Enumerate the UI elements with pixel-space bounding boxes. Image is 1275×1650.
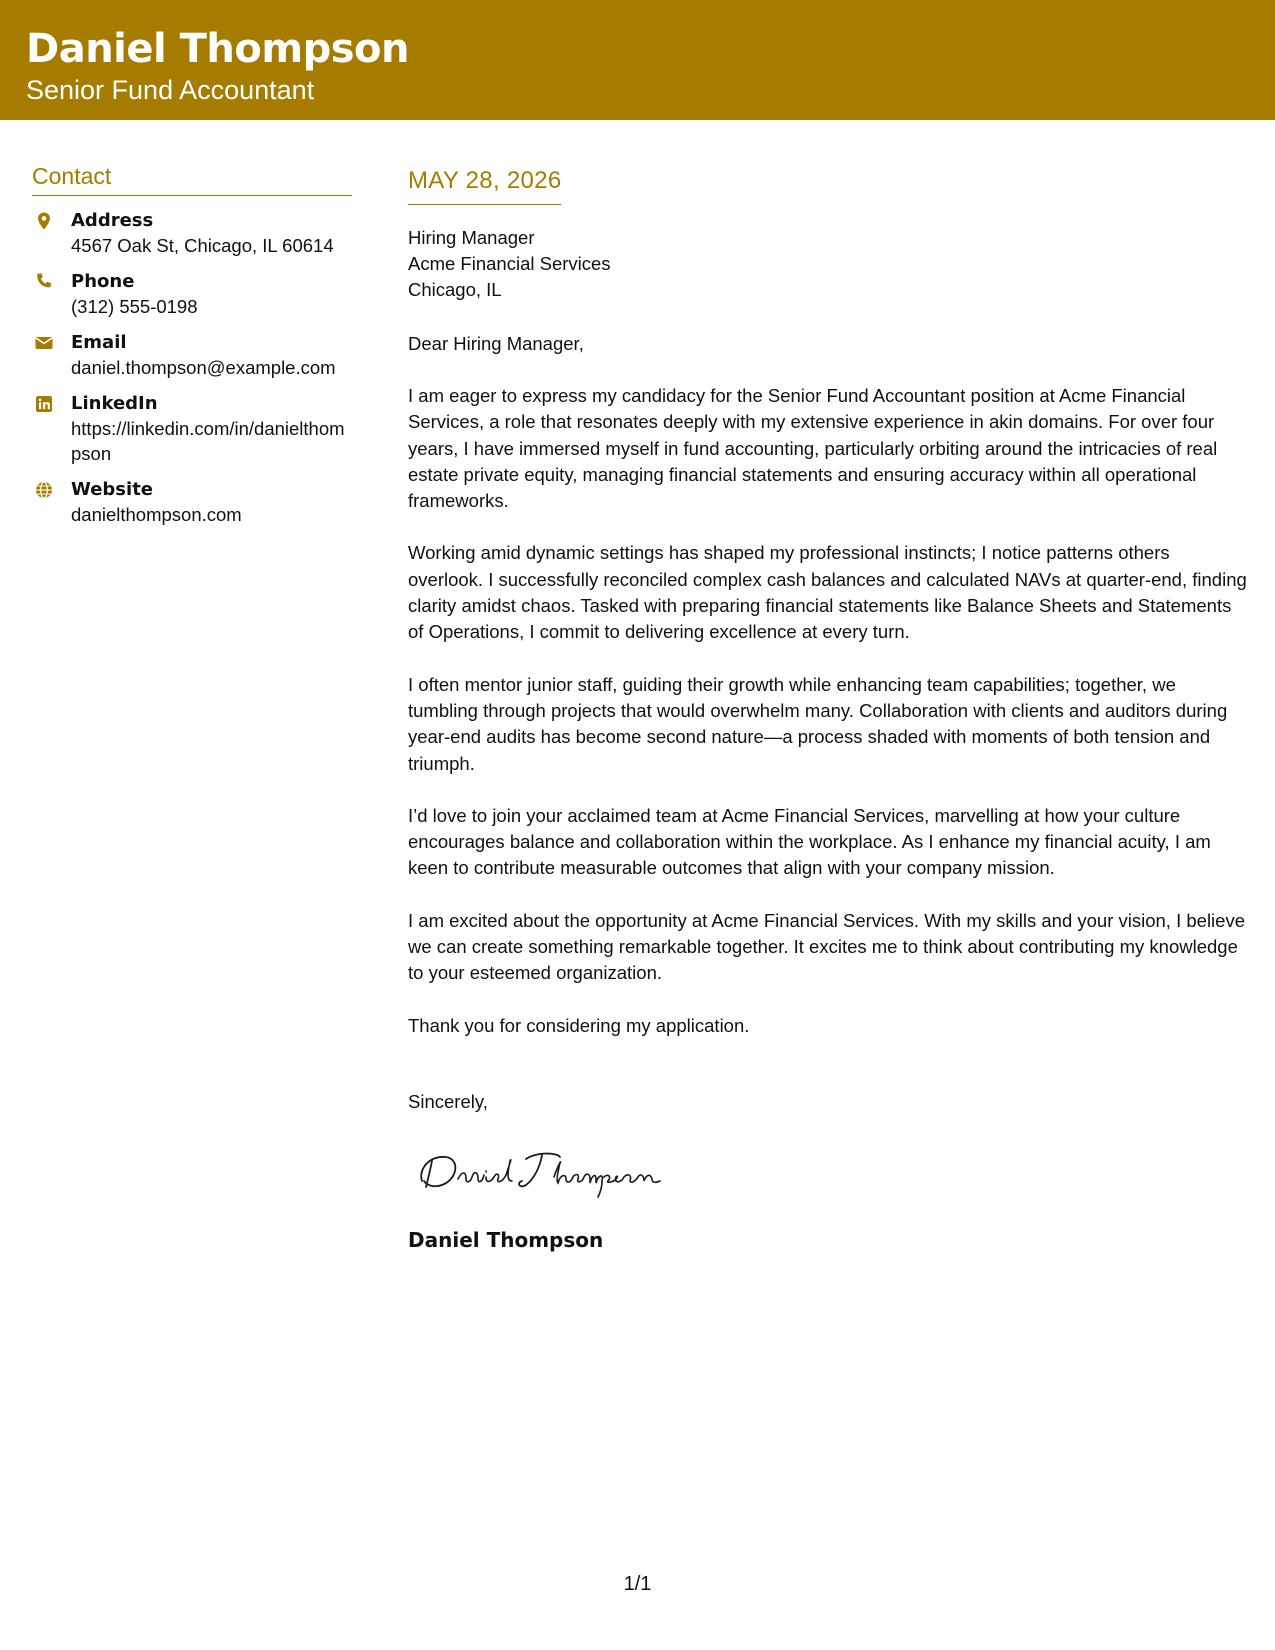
page-number: 1/1 [623,1573,652,1595]
signed-name: Daniel Thompson [408,1227,604,1252]
letter-body [408,164,1248,1254]
linkedin-icon [34,394,54,414]
contact-item-website [32,477,352,527]
contact-value-phone: (312) 555-0198 [71,296,198,317]
greeting: Dear Hiring Manager, [408,333,584,354]
recipient-line: Hiring Manager [408,227,535,248]
contact-value-address: 4567 Oak St, Chicago, IL 60614 [71,235,334,256]
applicant-name: Daniel Thompson [26,26,409,72]
contact-label: Phone [71,271,135,292]
contact-value-linkedin[interactable]: https://linkedin.com/in/danielthompson [71,418,345,464]
contact-heading: Contact [32,160,352,196]
contact-sidebar [32,160,352,538]
contact-label: Address [71,210,154,231]
contact-item-phone [32,269,352,319]
letter-date: MAY 28, 2026 [408,164,561,205]
contact-list [32,208,352,527]
closing: Sincerely, [408,1090,488,1112]
handwritten-signature [408,1141,668,1201]
job-title: Senior Fund Accountant [26,75,315,105]
body-paragraph: I often mentor junior staff, guiding their growth while enhancing team capabilities; together, we tumbling through projects that would overwhelm many. Collaboration with clients and auditors during year-end audits has become second nature—a process shaded with moments of both tension and triumph. [408,673,1228,774]
recipient-block [408,225,1248,303]
contact-item-email [32,330,352,380]
contact-label: LinkedIn [71,393,158,414]
contact-label: Website [71,479,154,500]
body-paragraph: I am excited about the opportunity at Acme Financial Services. With my skills and your vision, I believe we can create something remarkable together. It excites me to think about contributing my knowledge to your esteemed organization. [408,909,1245,984]
body-paragraph: I’d love to join your acclaimed team at Acme Financial Services, marvelling at how your culture encourages balance and collaboration within the workplace. As I enhance my financial acuity, I am keen to contribute measurable outcomes that align with your company mission. [408,804,1211,879]
contact-value-website[interactable]: danielthompson.com [71,504,242,525]
map-pin-icon [34,211,54,231]
envelope-icon [34,333,54,353]
contact-value-email: daniel.thompson@example.com [71,357,336,378]
contact-label: Email [71,332,127,353]
globe-icon [34,480,54,500]
body-paragraph: I am eager to express my candidacy for the Senior Fund Accountant position at Acme Financial Services, a role that resonates deeply with my extensive experience in akin domains. For over four years, I have immersed myself in fund accounting, particularly orbiting around the intricacies of real estate private equity, managing financial statements and ensuring accuracy within all operational frameworks. [408,385,1218,512]
header-banner [0,0,1275,120]
body-paragraph: Working amid dynamic settings has shaped my professional instincts; I notice patterns others overlook. I successfully reconciled complex cash balances and calculated NAVs at quarter-end, finding clarity amidst chaos. Tasked with preparing financial statements like Balance Sheets and Statements of Operations, I commit to delivering excellence at every turn. [408,542,1247,643]
recipient-line: Chicago, IL [408,279,502,300]
contact-item-linkedin [32,391,352,466]
phone-icon [34,272,54,292]
body-paragraph: Thank you for considering my application. [408,1014,750,1036]
recipient-line: Acme Financial Services [408,253,611,274]
contact-item-address [32,208,352,258]
